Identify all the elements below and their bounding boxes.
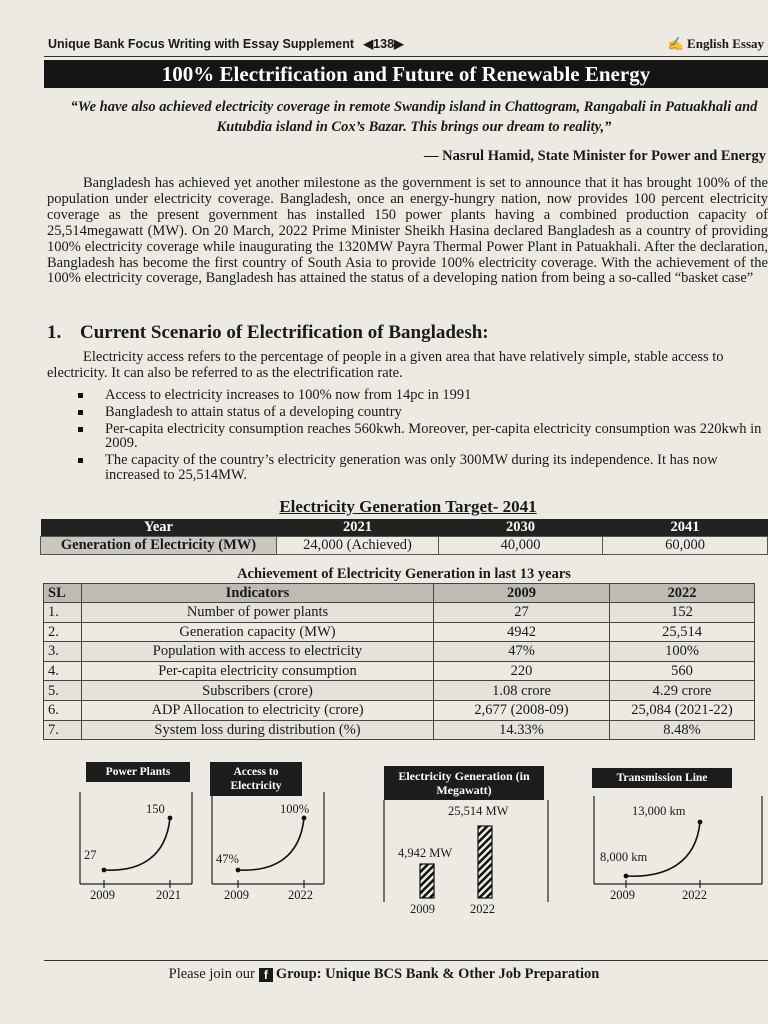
pen-icon: ✍ [667,36,684,51]
data-label: 27 [84,848,97,862]
table-cell: 1.08 crore [434,681,610,701]
data-point [102,868,107,873]
table-cell: 24,000 (Achieved) [277,537,439,555]
data-label: 150 [146,802,165,816]
table-cell: 4942 [434,622,610,642]
list-item: The capacity of the country’s electricity generation was only 300MW during its independence. It has now increased to 25,514MW. [78,453,768,483]
tick-label: 2021 [156,888,181,902]
book-title-group [48,36,404,51]
tick-label: 2022 [682,888,707,902]
target-table [40,519,768,555]
column-header: 2022 [610,584,755,603]
table-cell: 25,514 [610,622,755,642]
data-point [168,816,173,821]
chart-transmission [586,762,768,912]
section-heading [47,322,489,344]
table-cell: 3. [44,642,82,662]
table-row [44,700,755,720]
table-cell: 152 [610,603,755,623]
table-row [41,537,768,555]
table-row [44,681,755,701]
facebook-icon[interactable]: f [259,968,273,982]
table-cell: 4.29 crore [610,681,755,701]
footer-group-link[interactable]: Group: Unique BCS Bank & Other Job Preparation [275,966,600,982]
chart-title: Electricity Generation (in Megawatt) [384,766,544,800]
data-label: 25,514 MW [448,804,509,818]
data-point [236,868,241,873]
column-header: 2009 [434,584,610,603]
table-cell: 220 [434,661,610,681]
header-divider [44,56,768,57]
table-cell: 25,084 (2021-22) [610,700,755,720]
page-number: 138 [373,37,395,51]
table-cell: 2041 [603,519,768,537]
footer-prefix: Please join our [168,966,255,982]
table-cell: 7. [44,720,82,740]
table-cell: 4. [44,661,82,681]
data-label: 13,000 km [632,804,686,818]
data-point [698,820,703,825]
table-cell: ADP Allocation to electricity (crore) [82,700,434,720]
series-line [104,818,170,870]
table-cell: 560 [610,661,755,681]
table-cell: Population with access to electricity [82,642,434,662]
list-item: Access to electricity increases to 100% now from 14pc in 1991 [78,388,768,403]
table-cell: 2030 [439,519,603,537]
list-item: Per-capita electricity consumption reaches 560kwh. Moreover, per-capita electricity consumption was 220kwh in 2009. [78,422,768,452]
table-row [44,603,755,623]
chart-generation [380,762,552,922]
chart-access [208,762,328,907]
achievement-table-body [44,603,755,740]
tick-label: 2009 [90,888,115,902]
series-line [238,818,304,870]
table-cell: Subscribers (crore) [82,681,434,701]
table-row [44,661,755,681]
table-cell: System loss during distribution (%) [82,720,434,740]
target-table-title: Electricity Generation Target- 2041 [279,497,537,516]
section-heading-text: Current Scenario of Electrification of Bangladesh: [80,322,489,343]
section-label-group [668,36,764,52]
achievement-table-title: Achievement of Electricity Generation in last 13 years [237,566,571,582]
book-title: Unique Bank Focus Writing with Essay Supplement [48,37,355,51]
table-cell: 5. [44,681,82,701]
chart-title: Transmission Line [592,768,732,788]
bullet-list [78,388,768,485]
table-cell: Generation capacity (MW) [82,622,434,642]
data-label: 8,000 km [600,850,648,864]
table-cell: 60,000 [603,537,768,555]
page-title: 100% Electrification and Future of Renewable Energy [44,60,768,88]
chart-svg [76,762,198,907]
table-cell: 47% [434,642,610,662]
table-cell: 2. [44,622,82,642]
chart-title: Power Plants [86,762,190,782]
table-cell: 2,677 (2008-09) [434,700,610,720]
chart-power-plants [76,762,198,907]
page-number-group: ◀138▶ [363,37,404,51]
table-row [44,622,755,642]
row-label: Generation of Electricity (MW) [41,537,277,555]
table-cell: 2021 [277,519,439,537]
table-cell: 27 [434,603,610,623]
data-label: 100% [280,802,310,816]
tick-label: 2022 [470,902,495,916]
running-header [48,36,768,54]
table-header-row [44,584,755,603]
footer [0,966,768,983]
column-header: Indicators [82,584,434,603]
bar [420,864,434,898]
table-row [44,720,755,740]
section-paragraph: Electricity access refers to the percentage of people in a given area that have relatively simple, stable access to electricity. It can also be referred to as the electrification rate. [47,349,724,381]
table-cell: 6. [44,700,82,720]
table-cell: Number of power plants [82,603,434,623]
section-label: English Essay [687,36,764,51]
chart-title: Access to Electricity [210,762,302,796]
list-item: Bangladesh to attain status of a developing country [78,405,768,420]
bar [478,826,492,898]
table-row [44,642,755,662]
quote-attribution: — Nasrul Hamid, State Minister for Power and Energy [424,148,766,164]
table-cell: 40,000 [439,537,603,555]
data-label: 4,942 MW [398,846,453,860]
chart-svg [208,762,328,907]
achievement-table [43,583,755,740]
intro-paragraph: Bangladesh has achieved yet another milestone as the government is set to announce that it has brought 100% of the population under electricity coverage. Bangladesh, once an energy-hungry nation, now provides 100 percent electricity coverage as the present government has installed 150 power plants having a combined production capacity of 25,514megawatt (MW). On 20 March, 2022 Prime Minister Sheikh Hasina declared Bangladesh as a country of providing 100% electricity coverage while inaugurating the 1320MW Payra Thermal Power Plant in Patuakhali. After the declaration, Bangladesh has become the first country of South Asia to provide 100% electricity coverage. With the achievement of the 100% electricity coverage, Bangladesh has attained the status of a developing nation from being a so-called “basket case” [47,175,768,287]
table-cell: 100% [610,642,755,662]
tick-label: 2009 [224,888,249,902]
table-cell: Per-capita electricity consumption [82,661,434,681]
data-point [624,874,629,879]
tick-label: 2009 [410,902,435,916]
column-header: SL [44,584,82,603]
section-number: 1. [47,322,62,343]
table-cell: 8.48% [610,720,755,740]
table-row [41,519,768,537]
table-cell: 1. [44,603,82,623]
chart-svg [380,762,552,922]
tick-label: 2022 [288,888,313,902]
table-cell: 14.33% [434,720,610,740]
tick-label: 2009 [610,888,635,902]
data-label: 47% [216,852,239,866]
quote: “We have also achieved electricity coverage in remote Swandip island in Chattogram, Rangabali in Patuakhali and Kutubdia island in Cox’s Bazar. This brings our dream to reality,” [70,99,758,135]
footer-divider [44,960,768,961]
year-label: Year [41,519,277,537]
